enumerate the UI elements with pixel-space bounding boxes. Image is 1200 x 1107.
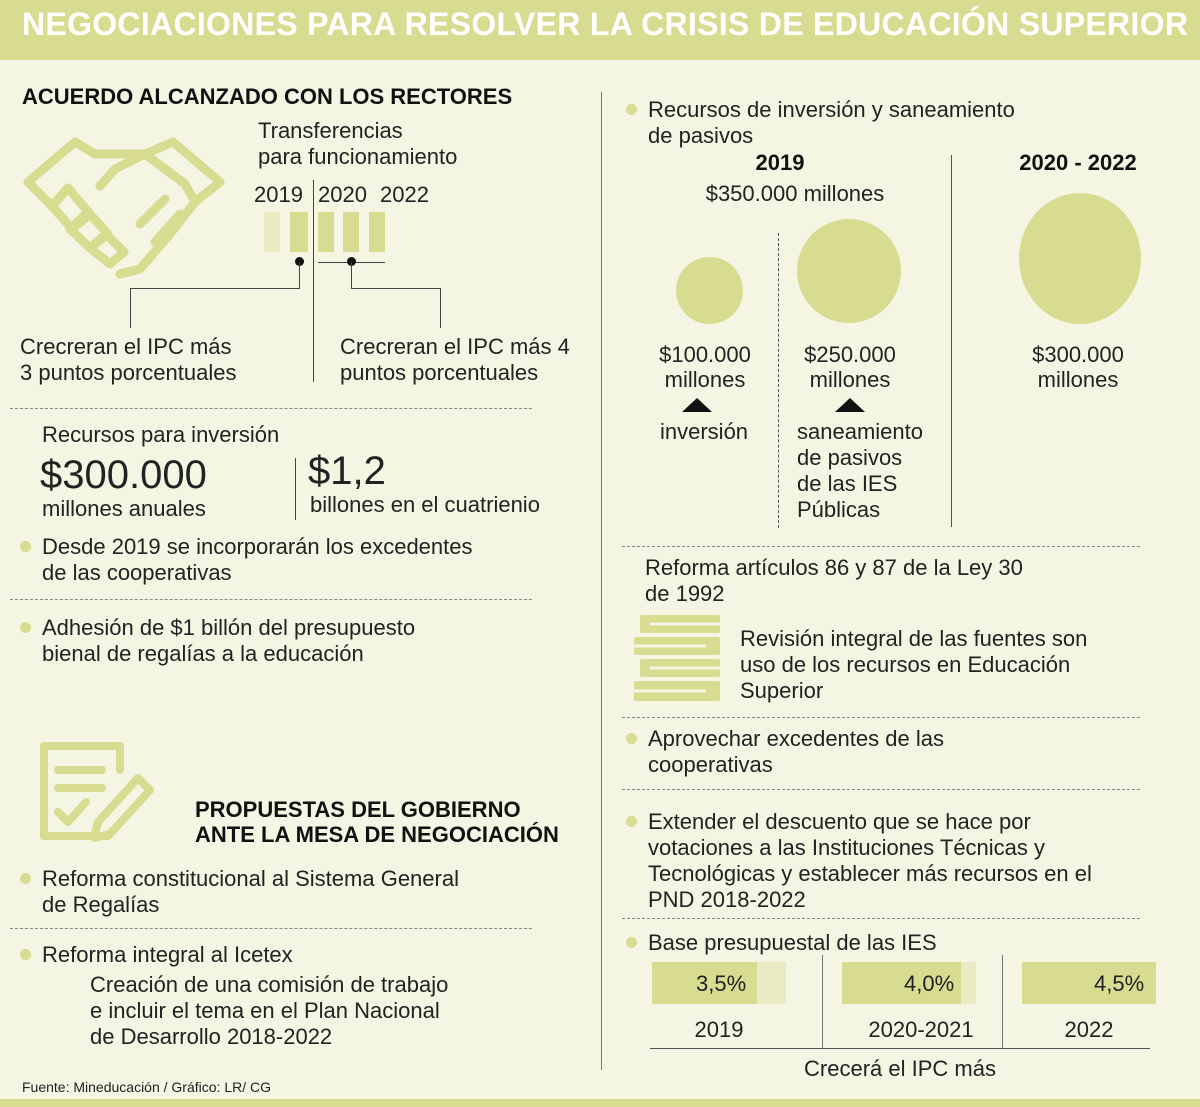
proposals-heading-2: ANTE LA MESA DE NEGOCIACIÓN xyxy=(195,822,559,847)
resources-dashed-divider xyxy=(778,233,779,528)
resources-year-2019: 2019 xyxy=(755,150,805,175)
transfer-bar xyxy=(343,212,359,252)
divider xyxy=(622,789,1140,790)
connector-line xyxy=(351,262,352,288)
bullet-icon xyxy=(626,733,637,744)
c2-label-2: de pasivos xyxy=(797,445,903,470)
discount-line-2: votaciones a las Instituciones Técnicas y xyxy=(648,835,1046,860)
handshake-icon xyxy=(20,124,228,284)
reform-desc-3: Superior xyxy=(740,678,824,703)
page-title: NEGOCIACIONES PARA RESOLVER LA CRISIS DE EDUCACIÓN SUPERIOR xyxy=(22,6,1189,42)
base-divider xyxy=(1002,955,1003,1048)
reform-desc-2: uso de los recursos en Educación xyxy=(740,652,1071,677)
divider xyxy=(622,717,1140,718)
circle-investment xyxy=(676,257,743,324)
c3-unit: millones xyxy=(1037,367,1119,392)
base-divider xyxy=(822,955,823,1048)
divider xyxy=(10,928,532,929)
c2-unit: millones xyxy=(809,367,891,392)
connector-line xyxy=(351,288,441,289)
reform-line-1: Reforma artículos 86 y 87 de la Ley 30 xyxy=(645,555,1023,580)
bullet-icon xyxy=(626,816,637,827)
triangle-marker xyxy=(682,398,712,412)
divider xyxy=(10,599,532,600)
bullet-icon xyxy=(20,622,31,633)
base-baseline xyxy=(650,1048,1150,1049)
base-bar-value: 3,5% xyxy=(696,971,747,996)
base-bar-year: 2022 xyxy=(1064,1017,1114,1042)
bottom-bar xyxy=(0,1099,1200,1107)
investment-label: Recursos para inversión xyxy=(42,422,280,447)
c1-amount: $100.000 xyxy=(659,342,751,367)
proposal-2-sub-3: de Desarrollo 2018-2022 xyxy=(90,1024,333,1049)
left-note-line-1: Crecreran el IPC más xyxy=(20,334,232,359)
proposals-heading-1: PROPUESTAS DEL GOBIERNO xyxy=(195,797,521,822)
document-pencil-icon xyxy=(38,740,158,842)
big-amount-2-sub: billones en el cuatrienio xyxy=(310,492,540,517)
books-icon xyxy=(632,613,728,705)
c1-label: inversión xyxy=(660,419,749,444)
base-bar-value: 4,0% xyxy=(904,971,955,996)
bullet-icon xyxy=(626,937,637,948)
big-amount-2: $1,2 xyxy=(308,449,386,493)
proposal-2-sub-1: Creación de una comisión de trabajo xyxy=(90,972,449,997)
reform-line-2: de 1992 xyxy=(645,581,725,606)
resources-divider xyxy=(951,155,952,527)
transfer-bar xyxy=(290,212,308,252)
transfer-label-1: Transferencias xyxy=(258,118,403,143)
proposal-2: Reforma integral al Icetex xyxy=(42,942,293,967)
source-credit: Fuente: Mineducación / Gráfico: LR/ CG xyxy=(22,1079,271,1095)
left-note-line-2: 3 puntos porcentuales xyxy=(20,360,237,385)
c2-label-4: Públicas xyxy=(797,497,881,522)
column-divider xyxy=(601,92,602,1070)
year-label-2020: 2020 xyxy=(318,182,367,207)
base-bar-year: 2019 xyxy=(694,1017,744,1042)
base-bar-year: 2020-2021 xyxy=(868,1017,974,1042)
agreement-bullet-1-line-2: de las cooperativas xyxy=(42,560,232,585)
proposal-2-sub-2: e incluir el tema en el Plan Nacional xyxy=(90,998,440,1023)
reform-desc-1: Revisión integral de las fuentes son xyxy=(740,626,1088,651)
year-label-2019: 2019 xyxy=(254,182,303,207)
c2-label-3: de las IES xyxy=(797,471,898,496)
connector-line xyxy=(130,288,300,289)
divider xyxy=(10,408,532,409)
agreement-bullet-2-line-2: bienal de regalías a la educación xyxy=(42,641,364,666)
divider xyxy=(622,918,1140,919)
base-bar-value: 4,5% xyxy=(1094,971,1145,996)
resources-year-2020-2022: 2020 - 2022 xyxy=(1019,150,1137,175)
discount-line-1: Extender el descuento que se hace por xyxy=(648,809,1031,834)
coop-line-2: cooperativas xyxy=(648,752,773,777)
transfer-bar xyxy=(264,212,280,252)
divider xyxy=(622,546,1140,547)
transfer-bar xyxy=(318,212,334,252)
bullet-icon xyxy=(626,104,637,115)
bullet-icon xyxy=(20,949,31,960)
connector-line xyxy=(299,262,300,288)
right-note-line-2: puntos porcentuales xyxy=(340,360,539,385)
base-footer: Crecerá el IPC más xyxy=(804,1056,996,1081)
transfer-bar xyxy=(369,212,385,252)
discount-line-4: PND 2018-2022 xyxy=(648,887,806,912)
right-note-line-1: Crecreran el IPC más 4 xyxy=(340,334,570,359)
triangle-marker xyxy=(835,398,865,412)
c3-amount: $300.000 xyxy=(1032,342,1124,367)
circle-liabilities xyxy=(797,219,901,323)
resources-total-2019: $350.000 millones xyxy=(705,181,885,206)
big-amount: $300.000 xyxy=(40,453,207,497)
c1-unit: millones xyxy=(664,367,746,392)
coop-line-1: Aprovechar excedentes de las xyxy=(648,726,944,751)
big-amount-sub: millones anuales xyxy=(42,496,206,521)
connector-line xyxy=(440,288,441,328)
resources-heading-2: de pasivos xyxy=(648,123,754,148)
amount-divider xyxy=(295,458,296,520)
proposal-1-line-2: de Regalías xyxy=(42,892,160,917)
transfer-label-2: para funcionamiento xyxy=(258,144,458,169)
transfer-divider xyxy=(313,180,314,382)
c2-amount: $250.000 xyxy=(804,342,896,367)
year-label-2022: 2022 xyxy=(380,182,429,207)
agreement-bullet-1-line-1: Desde 2019 se incorporarán los excedentes xyxy=(42,534,473,559)
c2-label-1: saneamiento xyxy=(797,419,923,444)
proposal-1-line-1: Reforma constitucional al Sistema General xyxy=(42,866,459,891)
bullet-icon xyxy=(20,873,31,884)
bullet-icon xyxy=(20,541,31,552)
discount-line-3: Tecnológicas y establecer más recursos en el xyxy=(648,861,1092,886)
circle-2020-2022 xyxy=(1019,193,1141,324)
connector-line xyxy=(130,288,131,328)
agreement-bullet-2-line-1: Adhesión de $1 billón del presupuesto xyxy=(42,615,416,640)
agreement-heading: ACUERDO ALCANZADO CON LOS RECTORES xyxy=(22,84,513,109)
resources-heading-1: Recursos de inversión y saneamiento xyxy=(648,97,1015,122)
base-heading: Base presupuestal de las IES xyxy=(648,930,937,955)
